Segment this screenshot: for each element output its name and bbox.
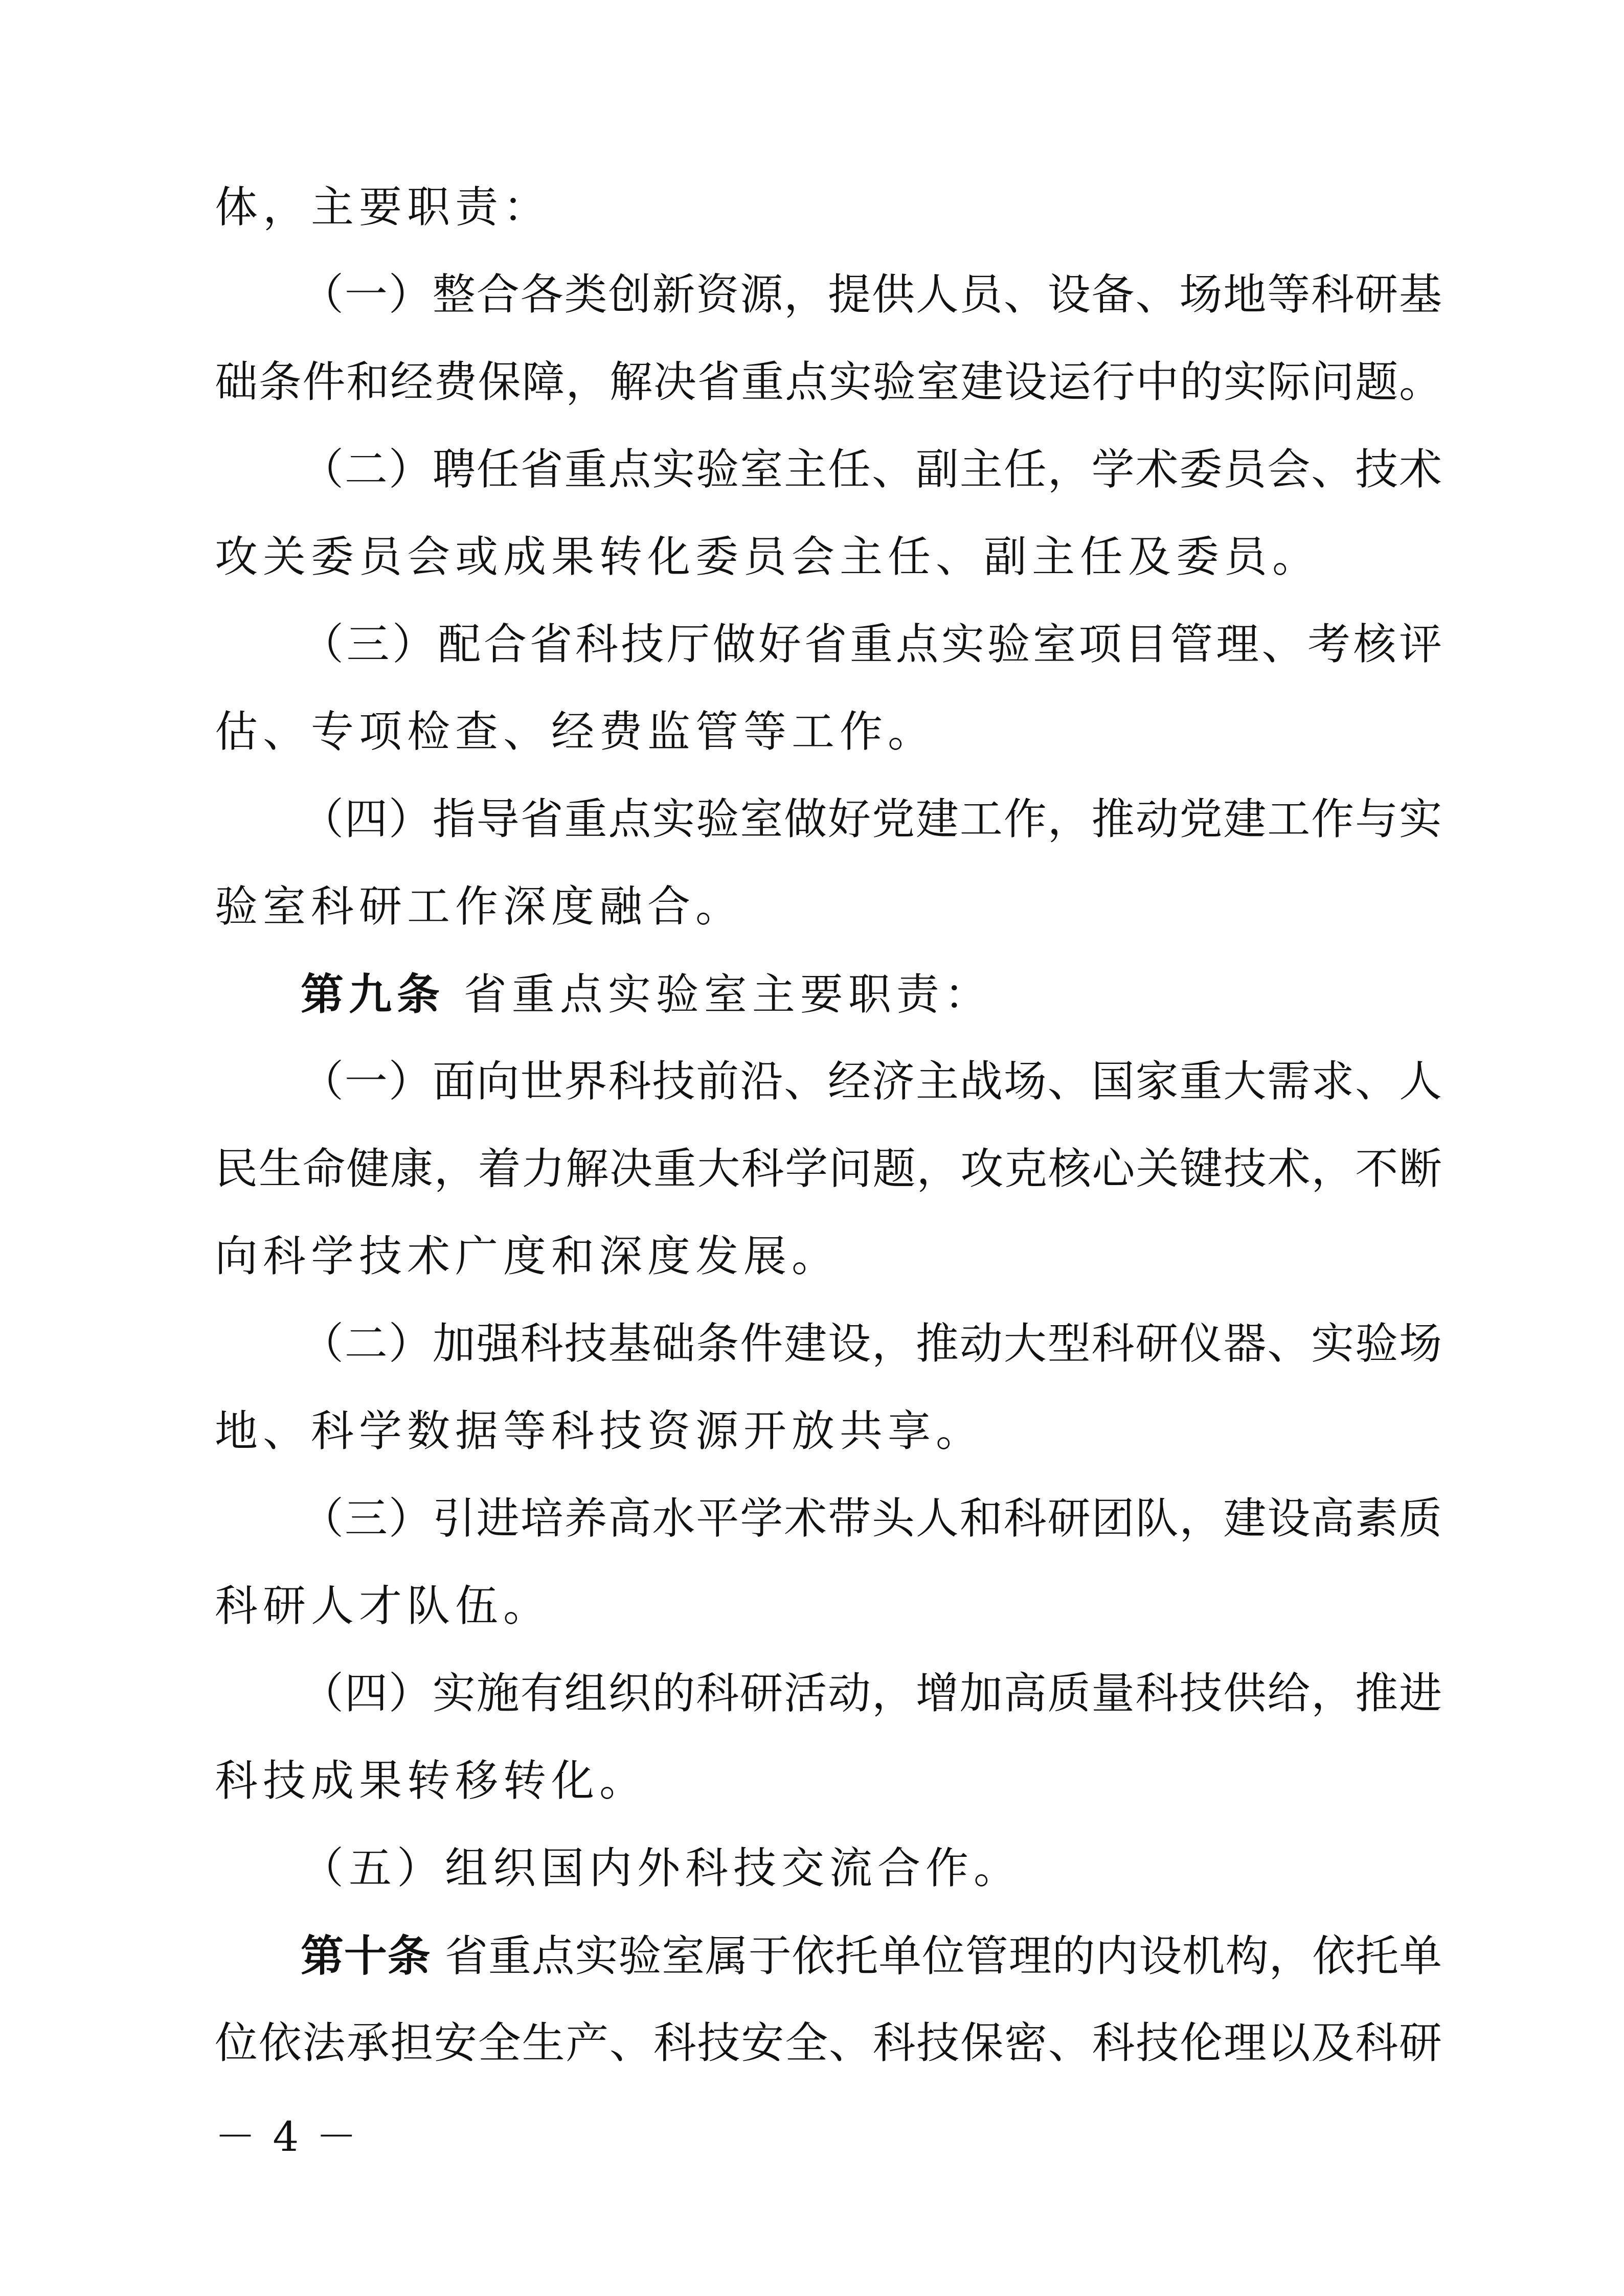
text-line: （三）配合省科技厅做好省重点实验室项目管理、考核评 (301, 619, 1442, 669)
text-line: （五）组织国内外科技交流合作。 (301, 1843, 1022, 1893)
page-number: － 4 － (215, 2113, 359, 2161)
text-line: （四）指导省重点实验室做好党建工作，推动党建工作与实 (301, 794, 1442, 844)
text-line: 础条件和经费保障，解决省重点实验室建设运行中的实际问题。 (215, 357, 1442, 407)
text-line: 验室科研工作深度融合。 (215, 881, 744, 931)
article-9-text: 省重点实验室主要职责： (463, 969, 993, 1019)
body-text (215, 164, 1442, 2087)
text-line: 科研人才队伍。 (215, 1581, 552, 1631)
text-line: 民生命健康，着力解决重大科学问题，攻克核心关键技术，不断 (215, 1144, 1442, 1194)
text-line: （二）加强科技基础条件建设，推动大型科研仪器、实验场 (301, 1319, 1442, 1369)
text-line: （二）聘任省重点实验室主任、副主任，学术委员会、技术 (301, 444, 1442, 494)
text-line: 地、科学数据等科技资源开放共享。 (215, 1406, 984, 1456)
text-line: 向科学技术广度和深度发展。 (215, 1231, 840, 1281)
article-9-heading: 第九条 (301, 969, 445, 1019)
text-line: 位依法承担安全生产、科技安全、科技保密、科技伦理以及科研 (215, 2018, 1442, 2068)
article-9-line (215, 950, 1442, 1038)
article-10-text: 省重点实验室属于依托单位管理的内设机构，依托单 (445, 1931, 1442, 1981)
text-line: 体，主要职责： (215, 182, 552, 232)
text-line: 科技成果转移转化。 (215, 1756, 648, 1806)
text-line: 攻关委员会或成果转化委员会主任、副主任及委员。 (215, 532, 1321, 582)
text-line: （四）实施有组织的科研活动，增加高质量科技供给，推进 (301, 1668, 1442, 1718)
text-line: （一）整合各类创新资源，提供人员、设备、场地等科研基 (301, 269, 1442, 320)
text-line: （一）面向世界科技前沿、经济主战场、国家重大需求、人 (301, 1056, 1442, 1106)
text-line: （三）引进培养高水平学术带头人和科研团队，建设高素质 (301, 1493, 1442, 1543)
article-10-line (215, 1912, 1442, 1999)
article-10-heading: 第十条 (301, 1930, 431, 1981)
text-line: 估、专项检查、经费监管等工作。 (215, 707, 936, 757)
